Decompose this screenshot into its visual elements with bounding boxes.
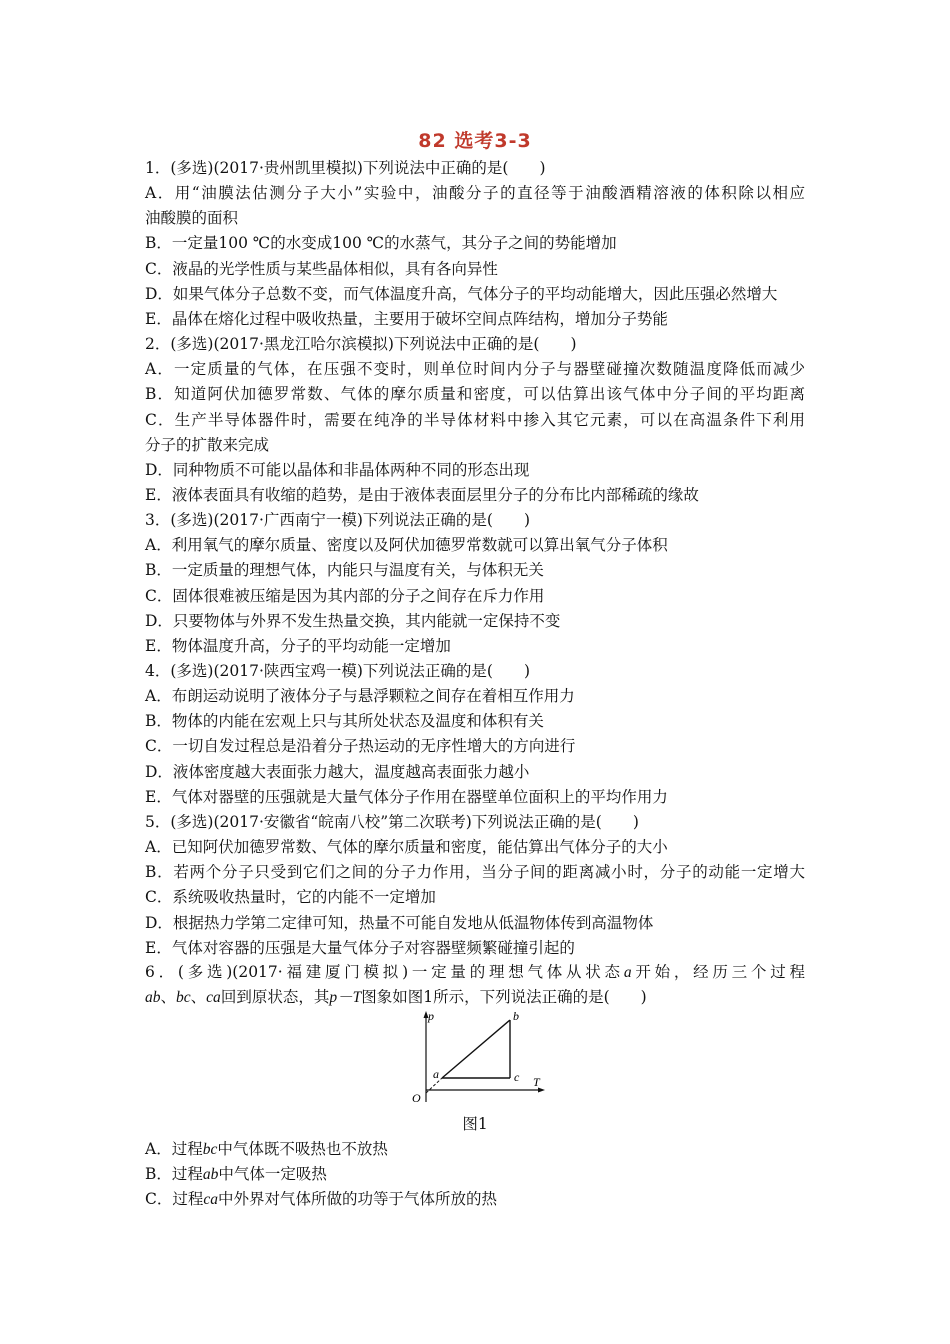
- option-text: B．过程: [145, 1165, 203, 1183]
- page-title: 82 选考3-3: [418, 130, 532, 152]
- option-process: bc: [202, 1141, 218, 1158]
- point-c-label: c: [514, 1070, 520, 1084]
- text-line: E．液体表面具有收缩的趋势，是由于液体表面层里分子的分布比内部稀疏的缘故: [145, 485, 699, 504]
- text-line: D．液体密度越大表面张力越大，温度越高表面张力越小: [145, 762, 530, 781]
- q6-process-ab: ab: [145, 989, 161, 1006]
- text-line: 4．(多选)(2017·陕西宝鸡一模)下列说法正确的是( ): [145, 662, 531, 680]
- text-line: 1．(多选)(2017·贵州凯里模拟)下列说法中正确的是( ): [145, 159, 546, 177]
- text-line: C．一切自发过程总是沿着分子热运动的无序性增大的方向进行: [145, 737, 576, 756]
- q6-text: 6．(多选)(2017·福建厦门模拟)一定量的理想气体从状态: [145, 963, 624, 981]
- q6-state-a: a: [623, 964, 632, 981]
- text-line: A．利用氧气的摩尔质量、密度以及阿伏加德罗常数就可以算出氧气分子体积: [145, 536, 668, 555]
- option-text: 中外界对气体所做的功等于气体所放的热: [218, 1190, 498, 1208]
- text-line: E．气体对容器的压强是大量气体分子对容器壁频繁碰撞引起的: [145, 938, 575, 957]
- text-line: C．固体很难被压缩是因为其内部的分子之间存在斥力作用: [145, 586, 545, 605]
- text-line: B．若两个分子只受到它们之间的分子力作用，当分子间的距离减小时，分子的动能一定增大: [145, 863, 805, 882]
- text-line: E．气体对器壁的压强就是大量气体分子作用在器壁单位面积上的平均作用力: [145, 787, 668, 806]
- text-line: A．布朗运动说明了液体分子与悬浮颗粒之间存在着相互作用力: [145, 687, 575, 706]
- q6-option-a: [145, 1139, 388, 1160]
- option-text: C．过程: [145, 1190, 204, 1208]
- text-line: D．根据热力学第二定律可知，热量不可能自发地从低温物体传到高温物体: [145, 913, 654, 932]
- option-process: ab: [202, 1166, 219, 1183]
- text-line: C．系统吸收热量时，它的内能不一定增加: [145, 888, 436, 907]
- text-line: A．已知阿伏加德罗常数、气体的摩尔质量和密度，能估算出气体分子的大小: [145, 838, 668, 856]
- text-line: D．同种物质不可能以晶体和非晶体两种不同的形态出现: [145, 460, 530, 479]
- option-text: 中气体一定吸热: [218, 1165, 327, 1183]
- text-line: B．物体的内能在宏观上只与其所处状态及温度和体积有关: [145, 712, 544, 731]
- text-line: D．如果气体分子总数不变，而气体温度升高，气体分子的平均动能增大，因此压强必然增大: [145, 284, 778, 303]
- text-line: 分子的扩散来完成: [145, 435, 270, 454]
- point-a-label: a: [433, 1067, 439, 1081]
- t-axis-label: T: [533, 1075, 540, 1089]
- text-line: C．生产半导体器件时，需要在纯净的半导体材料中掺入其它元素，可以在高温条件下利用: [145, 410, 805, 429]
- text-line: B．一定量100 ℃的水变成100 ℃的水蒸气，其分子之间的势能增加: [145, 234, 617, 253]
- q6-option-c: [145, 1189, 497, 1210]
- figure-caption: 图1: [462, 1115, 488, 1133]
- pt-diagram-figure: [400, 1010, 550, 1110]
- q6-text: 开始，经历三个过程: [631, 963, 805, 981]
- q6-line-1: [145, 962, 805, 983]
- option-text: A．过程: [145, 1140, 203, 1158]
- text-line: A．用“油膜法估测分子大小”实验中，油酸分子的直径等于油酸酒精溶液的体积除以相应: [145, 184, 805, 203]
- text-line: C．液晶的光学性质与某些晶体相似，具有各向异性: [145, 259, 498, 278]
- option-text: 中气体既不吸热也不放热: [217, 1140, 388, 1158]
- text-line: 油酸膜的面积: [145, 209, 239, 228]
- q6-option-b: [145, 1164, 327, 1185]
- text-line: E．晶体在熔化过程中吸收热量，主要用于破坏空间点阵结构，增加分子势能: [145, 309, 668, 328]
- origin-label: O: [412, 1091, 421, 1105]
- q6-text: 图象如图1所示，下列说法正确的是( ): [361, 988, 647, 1006]
- text-line: A．一定质量的气体，在压强不变时，则单位时间内分子与器壁碰撞次数随温度降低而减少: [145, 360, 805, 379]
- q6-process-bc: bc: [176, 989, 191, 1006]
- p-axis-label: p: [428, 1010, 434, 1023]
- text-line: E．物体温度升高，分子的平均动能一定增加: [145, 636, 451, 655]
- text-line: B．一定质量的理想气体，内能只与温度有关，与体积无关: [145, 561, 544, 580]
- q6-sep: 、: [190, 988, 207, 1006]
- text-line: 3．(多选)(2017·广西南宁一模)下列说法正确的是( ): [145, 511, 531, 530]
- point-b-label: b: [513, 1010, 519, 1023]
- option-process: ca: [203, 1191, 219, 1208]
- q6-sep: 、: [160, 988, 177, 1006]
- q6-line-2: [145, 987, 647, 1008]
- text-line: B．知道阿伏加德罗常数、气体的摩尔质量和密度，可以估算出该气体中分子间的平均距离: [145, 385, 805, 404]
- q6-text: 回到原状态，其: [220, 988, 330, 1006]
- q6-process-ca: ca: [206, 989, 221, 1006]
- process-ab-line: [442, 1020, 510, 1078]
- text-line: 5．(多选)(2017·安徽省“皖南八校”第二次联考)下列说法正确的是( ): [145, 812, 639, 831]
- q6-pt-label: p－T: [329, 989, 362, 1006]
- text-line: 2．(多选)(2017·黑龙江哈尔滨模拟)下列说法中正确的是( ): [145, 335, 577, 353]
- text-line: D．只要物体与外界不发生热量交换，其内能就一定保持不变: [145, 611, 561, 630]
